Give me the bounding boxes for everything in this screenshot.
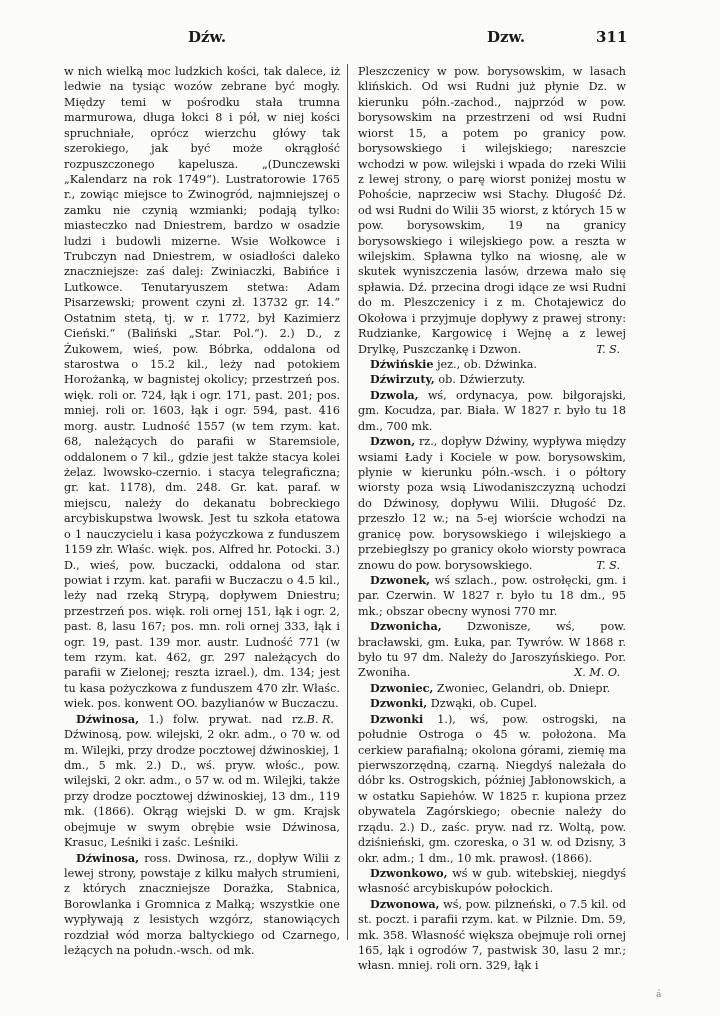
entry-headword: Dzwonicha, [370,619,442,634]
dictionary-entry [358,357,626,372]
entry-headword: Dźwińskie [370,357,434,372]
dictionary-entry [64,712,340,851]
entry-headword: Dzwonek, [370,572,431,587]
entry-headword: Dźwirzuty, [370,372,435,387]
dictionary-entry [358,64,626,357]
dictionary-entry [358,388,626,434]
entry-signature: B. R. [306,712,334,726]
page-header [0,28,720,50]
entry-headword: Dzwon, [370,434,416,449]
dictionary-entry [358,372,626,387]
dictionary-entry [358,897,626,974]
left-column [64,64,340,958]
center-running-head: Dzw. [487,28,526,46]
entry-text: w nich wielką moc ludzkich kości, tak dalece, iż ledwie na tysiąc wozów zebrane być mogły. Między temi w pośrodku stała trumna marmurowa, długa łokci 8 i pół, w niej kości spruchniałe, oprócz wierzchu główy tak szerokiego, jak być może okrągłość rozpuszczonego kapelusza. „(Dunczewski „Kalendarz na rok 1749“). Lustratorowie 1765 r., zowiąc miejsce to Zwinogród, najmniejszej o zamku nie czynią wzmianki; podają tylko: miasteczko nad Dniestrem, bardzo w osadzie ludzi i budowli mizerne. Wsie Wołkowce i Trubczyn nad Dniestrem, w osiadłości daleko znaczniejsze: zaś dalej: Zwiniaczki, Babińce i Lutkowce. Tenutaryuszem stetwa: Adam Pisarzewski; prowent czyni zł. 13732 gr. 14.“ Ostatnim stetą, tj. w r. 1772, był Kazimierz Cieński.“ (Baliński „Star. Pol.“). 2.) D., z Żukowem, wieś, pow. Bóbrka, oddalona od starostwa o 15.2 kil., leży nad potokiem Horożanką, w bagnistej okolicy; przestrzeń pos. więk. roli or. 724, łąk i ogr. 171, past. 201; pos. mniej. roli or. 1603, łąk i ogr. 594, past. 416 morg. austr. Ludność 1557 (w tem rzym. kat. 68, należących do parafii w Staremsiole, oddalonem o 7 kil., gdzie jest także stacya kolei żelaz. lwowsko-czernio. i stacya telegraficzna; gr. kat. 1178), dm. 248. Gr. kat. paraf. w miejscu, należy do dekanatu bobreckiego arcybiskupstwa lwowsk. Jest tu szkoła etatowa o 1 nauczycielu i kasa pożyczkowa z funduszem 1159 złr. Właśc. więk. pos. Alfred hr. Potocki. 3.) D., wieś, pow. buczacki, oddalona od star. powiat i rzym. kat. parafii w Buczaczu o 4.5 kil., leży nad rzeką Strypą, dopływem Dniestru; przestrzeń pos. więk. roli ornej 151, łąk i ogr. 2, past. 8, lasu 167; pos. mn. roli ornej 333, łąk i ogr. 19, past. 139 mor. austr. Ludność 771 (w tem rzym. kat. 462, gr. 297 należących do parafii w Zielonej; reszta izrael.), dm. 134; jest tu kasa pożyczkowa z funduszem 470 złr. Właśc. wiek. pos. konwent OO. bazylianów w Buczaczu. [64,65,340,711]
entry-headword: Dzwonowa, [370,896,440,911]
entry-text: ob. Dźwierzuty. [438,373,526,387]
dictionary-entry [358,573,626,619]
dictionary-entry [358,434,626,573]
dictionary-entry [358,619,626,681]
column-divider [347,64,348,940]
dictionary-entry [358,866,626,897]
footer-mark: á [656,990,662,1000]
entry-signature: X. M. O. [574,666,620,680]
dictionary-entry [64,851,340,959]
entry-headword: Dzwola, [370,387,419,402]
entry-headword: Dźwinosa, [76,711,139,726]
entry-text: Zwoniec, Gelandri, ob. Dniepr. [436,681,611,695]
left-running-head: Dźw. [188,28,227,46]
entry-headword: Dzwonki [370,711,424,726]
entry-text: wś szlach., pow. ostrołęcki, gm. i par. Czerwin. W 1827 r. było tu 18 dm., 95 mk.; obszar obecny wynosi 770 mr. [358,573,626,618]
entry-text: Dzwąki, ob. Cupel. [430,697,538,711]
page-number: 311 [596,28,628,46]
entry-text: ross. Dwinosa, rz., dopływ Wilii z lewej strony, powstaje z kilku małych strumieni, z których znaczniejsze Dorażka, Stabnica, Borowlanka i Gromnica z Małką; wszystkie one wypływają z lesistych wzgórz, stanowiących rozdział wód morza baltyckiego od Czarnego, leżących na połudn.-wsch. od mk. [64,851,340,958]
entry-text: wś, pow. pilzneński, o 7.5 kil. od st. poczt. i parafii rzym. kat. w Pilznie. Dm. 59, mk. 358. Własność większa obejmuje roli ornej 165, łąk i ogrodów 7, pastwisk 30, lasu 2 mr.; własn. mniej. roli orn. 329, łąk i [358,897,626,973]
entry-headword: Dzwoniec, [370,680,434,695]
entry-signature: T. S. [596,342,620,356]
entry-text: rz., dopływ Dźwiny, wypływa między wsiami Łady i Kociele w pow. borysowskim, płynie w kierunku półn.-wsch. i o półtory wiorsty poza wsią Liwodaniszczyzną uchodzi do Dźwinosy, dopływu Wilii. Długość Dz. przeszło 12 w.; na 5-ej wiorście wchodzi na granicę pow. borysowskiego i wilejskiego a przebiegłszy po granicy około wiorsty powraca znowu do pow. borysowskiego. [358,435,626,572]
entry-text: Dzwonisze, wś, pow. bracławski, gm. Łuka, par. Tywrów. W 1868 r. było tu 97 dm. Należy do Jaroszyńskiego. Por. Zwoniha. [358,620,626,680]
entry-text: Pleszczenicy w pow. borysowskim, w lasach klińskich. Od wsi Rudni już płynie Dz. w kierunku półn.-zachod., najprzód w pow. borysowskim na przestrzeni od wsi Rudni wiorst 15, a potem po granicy pow. borysowskiego i wilejskiego; nareszcie wchodzi w pow. wilejski i wpada do rzeki Wilii z lewej strony, o parę wiorst poniżej mostu w Pohoście, naprzeciw wsi Stachy. Długość Dź. od wsi Rudni do Wilii 35 wiorst, z których 15 w pow. borysowskim, 19 na granicy borysowskiego i wilejskiego pow. a reszta w wilejskim. Spławna tylko na wiosnę, ale w skutek wyniszczenia lasów, drzewa mało się spławia. Dź. przecina drogi idące ze wsi Rudni do m. Pleszczenicy i z m. Chotajewicz do Okołowa i przyjmuje dopływy z prawej strony: Rudzianke, Kargowicę i Wejnę a z lewej Drylkę, Puszczankę i Dzwon. [358,65,626,356]
entry-text: wś w gub. witebskiej, niegdyś własność arcybiskupów połockich. [358,866,626,896]
entry-text: 1.), wś, pow. ostrogski, na południe Ostroga o 45 w. położona. Ma cerkiew parafialną; okolona górami, ziemię ma pierwszorzędną, czarną. Niegdyś należała do dóbr ks. Ostrogskich, później Jabłonowskich, a w ostatku Sapiehów. W 1825 r. kupiona przez obywatela Zagórskiego; obecnie należy do rządu. 2.) D., zaśc. pryw. nad rz. Woltą, pow. dziśnieński, gm. czoreska, o 31 w. od Dzisny, 3 okr. adm.; 1 dm., 10 mk. prawosł. (1866). [358,712,627,865]
entry-signature: T. S. [596,558,620,572]
dictionary-entry [358,712,626,866]
entry-text: wś, ordynacya, pow. biłgorajski, gm. Kocudza, par. Biała. W 1827 r. było tu 18 dm., 700 mk. [358,388,626,433]
entry-headword: Dzwonkowo, [370,865,448,880]
entry-headword: Dzwonki, [370,696,428,711]
right-column [358,64,626,974]
dictionary-entry [358,696,626,711]
entry-headword: Dźwinosa, [76,850,139,865]
entry-text: jez., ob. Dźwinka. [437,358,537,372]
entry-text: 1.) folw. prywat. nad rz. Dźwinosą, pow. wilejski, 2 okr. adm., o 70 w. od m. Wilejki, przy drodze pocztowej dźwinoskiej, 1 dm., 5 mk. 2.) D., wś. pryw. włośc., pow. wilejski, 2 okr. adm., o 57 w. od m. Wilejki, także przy drodze pocztowej dźwinoskiej, 13 dm., 119 mk. (1866). Okrąg wiejski D. w gm. Krajsk obejmuje w swym obrębie wsie Dźwinosa, Krasuc, Leśniki i zaśc. Leśniki. [64,712,340,850]
dictionary-entry [358,681,626,696]
